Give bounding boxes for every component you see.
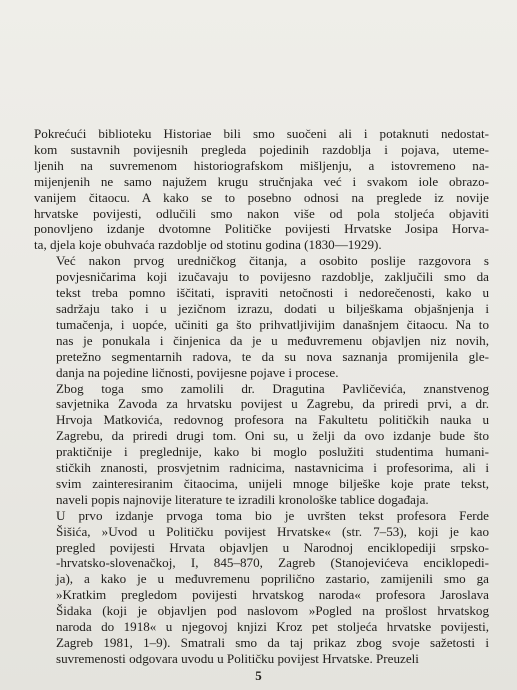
text-line: mijenjenih ne samo najužem krugu stručnjaka već i svakom iole obrazo-	[34, 173, 489, 189]
text-line: Šidaka (koji je objavljen pod naslovom »Pogled na prošlost hrvatskog	[56, 603, 489, 619]
text-line: hrvatske povijesti, odlučili smo nakon više od pola stoljeća objaviti	[34, 205, 489, 221]
text-line: Zagreb 1981, 1–9). Smatrali smo da taj prikaz zbog svoje sažetosti i	[56, 635, 489, 650]
text-line: ponovljeno izdanje dvotomne Političke povijesti Hrvatske Josipa Horva-	[34, 221, 489, 237]
text-line: Zbog toga smo zamolili dr. Dragutina Pavličevića, znanstvenog	[56, 380, 489, 396]
text-line: Već nakon prvog uredničkog čitanja, a osobito poslije razgovora s	[56, 253, 489, 269]
text-line: svim zainteresiranim čitaocima, unijeli mnoge bilješke koje prate tekst,	[56, 475, 489, 491]
text-line: ja), a kako je u međuvremenu popriličnо zastario, zamijenili smo ga	[56, 571, 489, 587]
text-line: -hrvatsko-slovenačkoj, I, 845–870, Zagreb (Stanojevićeva enciklopedi-	[56, 555, 489, 571]
text-line: naroda do 1918« u njegovoj knjizi Kroz pet stoljeća hrvatske povijesti,	[56, 619, 489, 635]
text-line: pretežno segmentarnih radova, te da su nova saznanja promijenila gle-	[56, 348, 489, 364]
text-line: stičkih znanosti, prosvjetnim radnicima, nastavnicima i profesorima, ali i	[56, 460, 489, 476]
text-line: ljenih na suvremenom historiografskom mišljenju, a istovremeno na-	[34, 157, 489, 173]
text-line: Šišića, »Uvod u Političku povijest Hrvatske« (str. 7–53), koji je kao	[56, 523, 489, 539]
text-line: tumačenja, i uopće, učiniti ga što prihvatljivijim današnjem čitaocu. Na to	[56, 316, 489, 332]
text-line: ta, djela koje obuhvaća razdoblje od stotinu godina (1830—1929).	[34, 237, 382, 253]
text-line: sadržaju tako i u jezičnom izrazu, dodati u bilješkama objašnjenja i	[56, 300, 489, 316]
text-line: suvremenosti odgovara uvodu u Političku povijest Hrvatske. Preuzeli	[56, 650, 419, 666]
text-line: naveli popis najnovije literature te izradili kronološke tablice događaja.	[56, 491, 429, 507]
text-line: povjesničarima koji izučavaju to povijesno razdoblje, zaključili smo da	[56, 269, 489, 285]
text-line: »Kratkim pregledom povijesti hrvatskog naroda« profesora Jaroslava	[56, 587, 489, 603]
text-line: danja na pojedine ličnosti, povijesne pojave i procese.	[56, 364, 339, 380]
paragraph-3	[34, 381, 489, 508]
text-line: Pokrećući biblioteku Historiae bili smo suočeni ali i potaknuti nedostat-	[34, 126, 489, 141]
text-line: U prvo izdanje prvoga toma bio je uvršten tekst profesora Ferde	[56, 507, 489, 523]
text-line: nas je ponukala i činjenica da je u međuvremenu objavljen niz novih,	[56, 332, 489, 348]
text-line: Zagrebu, da priredi drugi tom. Oni su, u želji da ovo izdanje bude što	[56, 428, 489, 444]
body-text	[34, 126, 489, 667]
page-number: 5	[255, 668, 262, 683]
text-line: kom sustavnih povijesnih pregleda pojedinih razdoblja i pojava, uteme-	[34, 141, 489, 157]
text-line: tekst treba pomno iščitati, ispraviti netočnosti i nedorečenosti, kako u	[56, 285, 489, 301]
text-line: vanijem čitaocu. A kako se to posebno odnosi na preglede iz novije	[34, 189, 489, 205]
text-line: praktičnije i preglednije, kako bi moglo poslužiti studentima humani-	[56, 444, 489, 460]
text-line: pregled povijesti Hrvata objavljen u Narodnoj enciklopediji srpsko-	[56, 539, 489, 555]
paragraph-1	[34, 126, 489, 253]
text-line: savjetnika Zavoda za hrvatsku povijest u Zagrebu, da priredi prvi, a dr.	[56, 396, 489, 412]
paragraph-4	[34, 508, 489, 667]
text-line: Hrvoja Matkovića, redovnog profesora na Fakultetu političkih nauka u	[56, 412, 489, 428]
paragraph-2	[34, 253, 489, 380]
